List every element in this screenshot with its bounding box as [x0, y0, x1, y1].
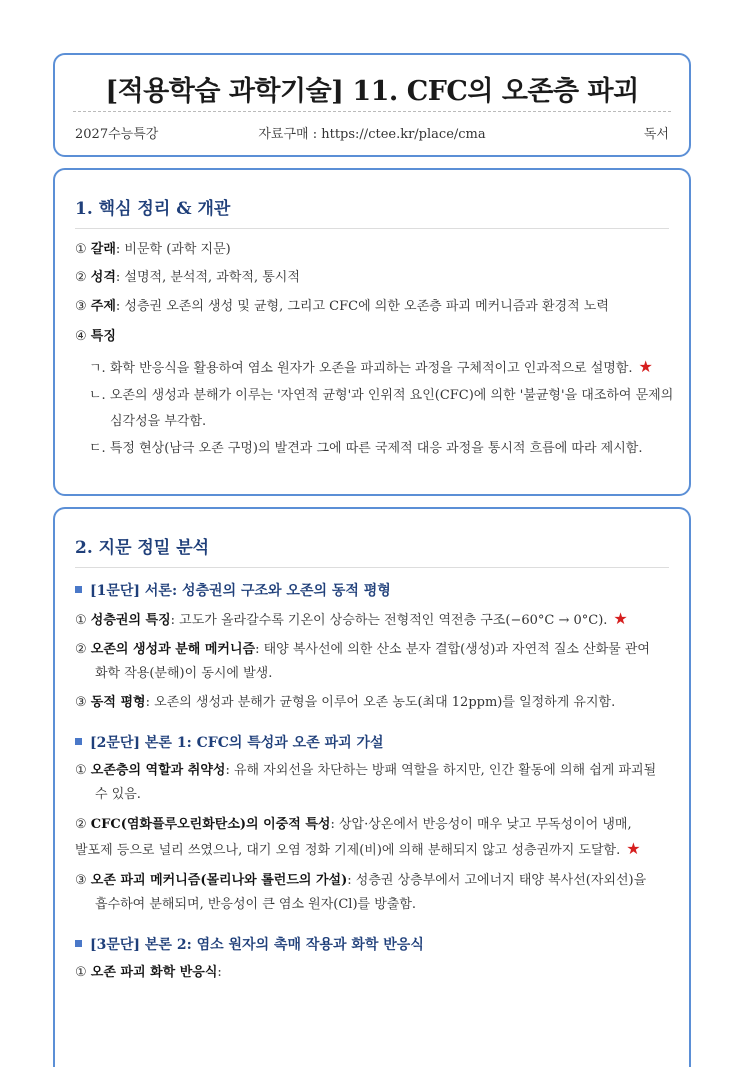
item-text: : 유해 자외선을 차단하는 방패 역할을 하지만, 인간 활동에 의해 쉽게 파괴될 [225, 763, 657, 778]
paragraph-heading-text: [2문단] 본론 1: CFC의 특성과 오존 파괴 가설 [90, 735, 384, 751]
item-label: 오존층의 역할과 취약성 [90, 763, 226, 778]
feature-text: 특정 현상(남극 오존 구멍)의 발견과 그에 따른 국제적 대응 과정을 통시적 흐름에 따라 제시함. [109, 441, 643, 456]
item-label: 동적 평형 [90, 695, 146, 710]
analysis-item [75, 963, 669, 983]
item-text: : [217, 965, 222, 980]
item-label: 오존 파괴 화학 반응식 [90, 965, 218, 980]
analysis-item-continued: 수 있음. [95, 787, 141, 802]
analysis-item [75, 871, 669, 891]
feature-item [89, 435, 643, 462]
feature-text: 오존의 생성과 분해가 이루는 '자연적 균형'과 인위적 요인(CFC)에 의한 '불균형'을 대조하여 문제의 [109, 388, 674, 403]
item-text: : 상압·상온에서 반응성이 매우 낮고 무독성이어 냉매, [330, 817, 632, 832]
analysis-title: 2. 지문 정밀 분석 [75, 538, 210, 558]
item-label: 오존 파괴 메커니즘(몰리나와 롤런드의 가설) [90, 873, 348, 888]
feature-item [89, 353, 653, 382]
item-text: : 설명적, 분석적, 과학적, 통시적 [115, 270, 300, 285]
item-label: 오존의 생성과 분해 메커니즘 [90, 642, 256, 657]
summary-item-genre [75, 240, 669, 260]
summary-item-features [75, 327, 669, 347]
item-number: ① [75, 242, 87, 257]
summary-item-theme [75, 297, 669, 317]
item-number: ① [75, 613, 87, 628]
item-label: 갈래 [90, 242, 116, 257]
paragraph-1-heading [75, 580, 391, 600]
summary-title: 1. 핵심 정리 & 개관 [75, 199, 231, 219]
item-label: 성층권의 특징 [90, 613, 171, 628]
item-text: : 비문학 (과학 지문) [115, 242, 231, 257]
summary-card [53, 168, 691, 496]
item-number: ④ [75, 329, 87, 344]
item-text: : 성층권 오존의 생성 및 균형, 그리고 CFC에 의한 오존층 파괴 메커니즘과 환경적 노력 [115, 299, 609, 314]
summary-item-nature [75, 268, 669, 288]
item-label: CFC(염화플루오린화탄소)의 이중적 특성 [90, 817, 331, 832]
feature-text: 화학 반응식을 활용하여 염소 원자가 오존을 파괴하는 과정을 구체적이고 인과적으로 설명함. [109, 361, 633, 376]
analysis-item [75, 693, 669, 713]
item-number: ② [75, 642, 87, 657]
feature-mark: ㄷ. [89, 441, 106, 456]
item-text-continued: 발포제 등으로 널리 쓰였으나, 대기 오염 정화 기제(비)에 의해 분해되지 않고 성층권까지 도달함. [75, 843, 621, 858]
paragraph-3-heading [75, 934, 424, 954]
header-course: 2027수능특강 [75, 127, 159, 142]
analysis-item [75, 815, 669, 835]
item-number: ② [75, 817, 87, 832]
feature-text-continued: 심각성을 부각함. [110, 414, 207, 429]
item-number: ① [75, 965, 87, 980]
paragraph-heading-text: [3문단] 본론 2: 염소 원자의 촉매 작용과 화학 반응식 [90, 937, 424, 953]
item-label: 성격 [90, 270, 116, 285]
item-number: ③ [75, 873, 87, 888]
item-number: ③ [75, 695, 87, 710]
item-number: ③ [75, 299, 87, 314]
analysis-item-continued [75, 839, 669, 861]
header-card [53, 53, 691, 157]
star-icon: ★ [638, 357, 653, 376]
analysis-card [53, 507, 691, 1067]
feature-item [89, 382, 673, 409]
paragraph-heading-text: [1문단] 서론: 성층권의 구조와 오존의 동적 평형 [90, 583, 391, 599]
analysis-rule [75, 567, 669, 568]
item-text: : 성층권 상층부에서 고에너지 태양 복사선(자외선)을 [347, 873, 647, 888]
square-bullet-icon [75, 738, 82, 745]
item-text: : 오존의 생성과 분해가 균형을 이루어 오존 농도(최대 12ppm)를 일정하게 유지함. [145, 695, 616, 710]
item-number: ② [75, 270, 87, 285]
analysis-item [75, 640, 669, 660]
analysis-item-continued: 화학 작용(분해)이 동시에 발생. [95, 666, 273, 681]
item-label: 특징 [90, 329, 116, 344]
analysis-item [75, 761, 669, 781]
paragraph-2-heading [75, 732, 384, 752]
summary-rule [75, 228, 669, 229]
square-bullet-icon [75, 940, 82, 947]
star-icon: ★ [626, 839, 641, 858]
document-title: [적용학습 과학기술] 11. CFC의 오존층 파괴 [105, 76, 639, 107]
item-text: : 고도가 올라갈수록 기온이 상승하는 전형적인 역전층 구조(−60°C → 0°C). [170, 613, 608, 628]
analysis-item-continued: 흡수하여 분해되며, 반응성이 큰 염소 원자(Cl)를 방출함. [95, 897, 417, 912]
item-number: ① [75, 763, 87, 778]
header-purchase-link[interactable]: 자료구매 : https://ctee.kr/place/cma [258, 127, 486, 142]
feature-mark: ㄱ. [89, 361, 106, 376]
analysis-item [75, 609, 669, 631]
item-text: : 태양 복사선에 의한 산소 분자 결합(생성)과 자연적 질소 산화물 관여 [255, 642, 650, 657]
header-divider [73, 111, 671, 112]
header-subject: 독서 [643, 127, 669, 142]
star-icon: ★ [613, 609, 628, 628]
feature-mark: ㄴ. [89, 388, 106, 403]
item-label: 주제 [90, 299, 116, 314]
square-bullet-icon [75, 586, 82, 593]
